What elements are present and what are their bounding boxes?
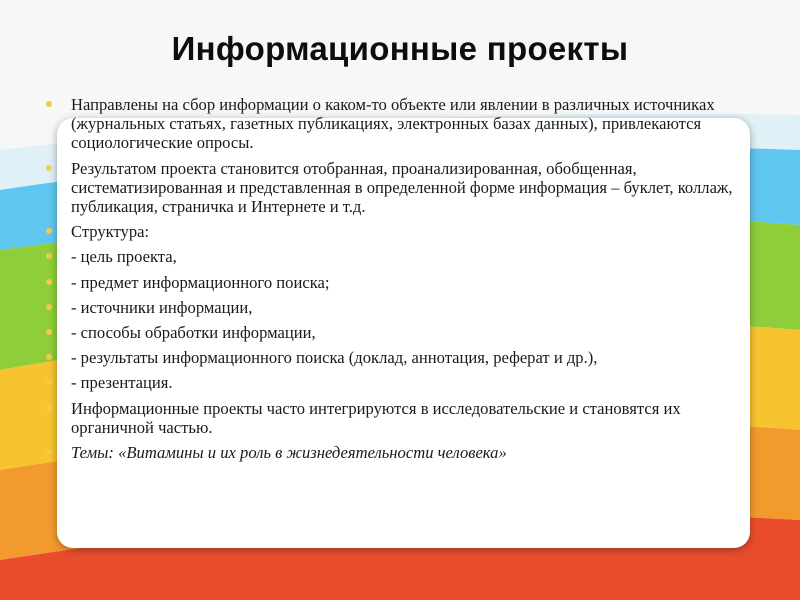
bullet-icon bbox=[46, 279, 52, 285]
list-item bbox=[46, 323, 746, 342]
bullet-icon bbox=[46, 253, 52, 259]
list-item-text: - цель проекта, bbox=[71, 247, 177, 267]
list-item-text: Направлены на сбор информации о каком-то объекте или явлении в различных источниках (журнальных статьях, газетных публикациях, электронных базах данных), привлекаются социологические опросы. bbox=[71, 95, 715, 153]
bullet-icon bbox=[46, 228, 52, 234]
bullet-icon bbox=[46, 405, 52, 411]
list-item-text: - способы обработки информации, bbox=[71, 323, 316, 343]
list-item bbox=[46, 247, 746, 266]
list-item bbox=[46, 95, 746, 153]
list-item-topics bbox=[46, 443, 746, 462]
list-item bbox=[46, 298, 746, 317]
bullet-icon bbox=[46, 165, 52, 171]
bullet-icon bbox=[46, 354, 52, 360]
bullet-icon bbox=[46, 449, 52, 455]
page-title: Информационные проекты bbox=[171, 30, 629, 67]
list-item bbox=[46, 159, 746, 217]
list-item-text: - презентация. bbox=[71, 373, 173, 393]
bullet-icon bbox=[46, 101, 52, 107]
list-item-text: Структура: bbox=[71, 222, 150, 242]
list-item-text: - предмет информационного поиска; bbox=[71, 272, 330, 292]
list-item bbox=[46, 348, 746, 367]
bullet-icon bbox=[46, 329, 52, 335]
list-item bbox=[46, 222, 746, 241]
list-item bbox=[46, 373, 746, 392]
bullet-icon bbox=[46, 304, 52, 310]
list-item bbox=[46, 399, 746, 437]
bullet-list bbox=[46, 95, 746, 468]
list-item-text: - источники информации, bbox=[71, 297, 253, 317]
list-item-text: Темы: «Витамины и их роль в жизнедеятельности человека» bbox=[71, 443, 507, 463]
list-item-text: Информационные проекты часто интегрируются в исследовательские и становятся их органичной частью. bbox=[71, 398, 681, 437]
bullet-icon bbox=[46, 379, 52, 385]
list-item bbox=[46, 273, 746, 292]
list-item-text: - результаты информационного поиска (доклад, аннотация, реферат и др.), bbox=[71, 348, 598, 368]
list-item-text: Результатом проекта становится отобранная, проанализированная, обобщенная, систематизированная и представленная в определенной форме информация – буклет, коллаж, публикация, страничка и Интернете и т.д. bbox=[71, 158, 733, 217]
